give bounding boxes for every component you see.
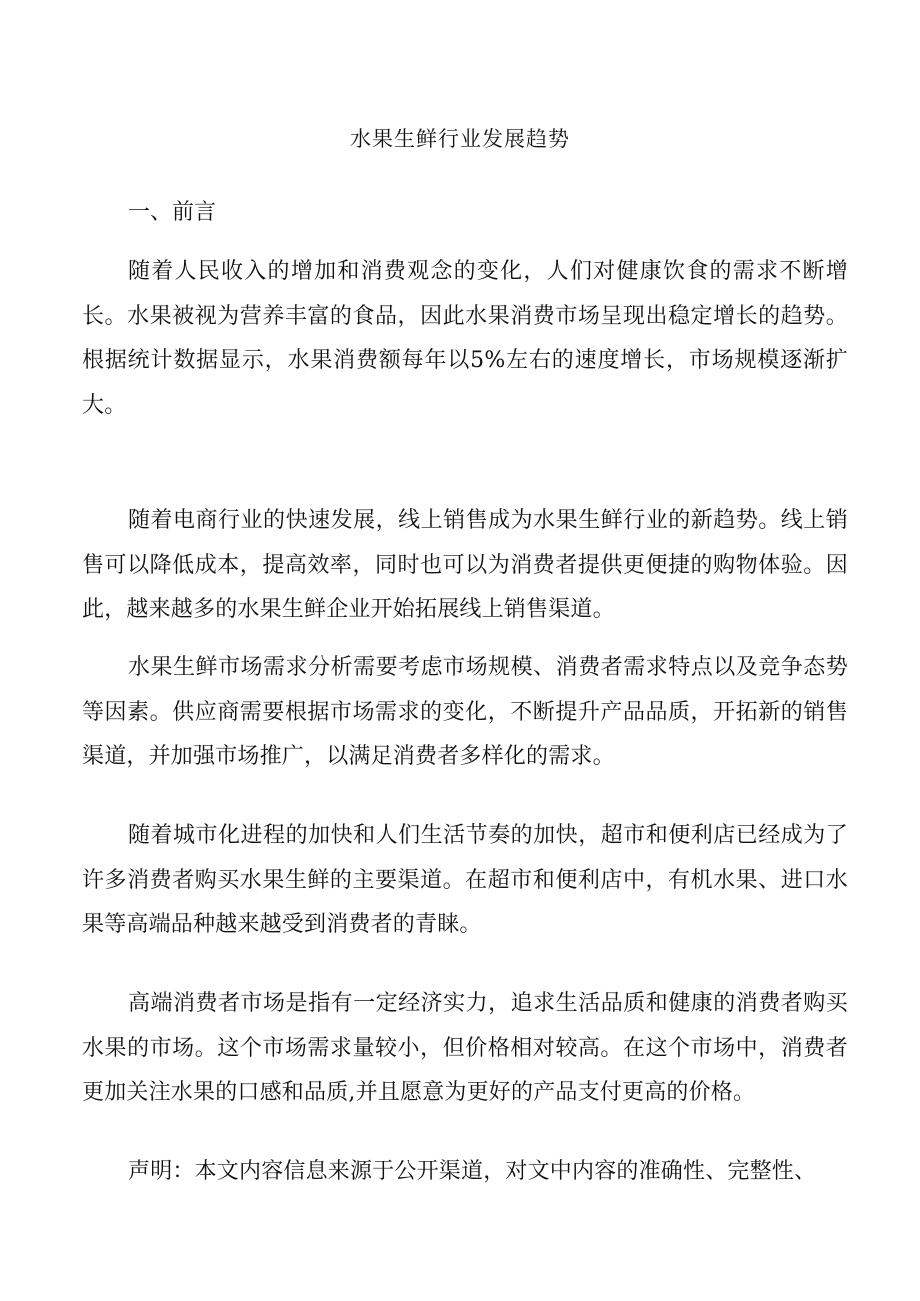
paragraph-3: 水果生鲜市场需求分析需要考虑市场规模、消费者需求特点以及竞争态势等因素。供应商需要根据市场需求的变化，不断提升产品品质，开拓新的销售渠道，并加强市场推广，以满足消费者多样化的需求。: [82, 655, 848, 769]
paragraph-4: 随着城市化进程的加快和人们生活节奏的加快，超市和便利店已经成为了许多消费者购买水果生鲜的主要渠道。在超市和便利店中，有机水果、进口水果等高端品种越来越受到消费者的青睐。: [82, 823, 848, 937]
paragraph-5: 高端消费者市场是指有一定经济实力，追求生活品质和健康的消费者购买水果的市场。这个市场需求量较小，但价格相对较高。在这个市场中，消费者更加关注水果的口感和品质,并且愿意为更好的产品支付更高的价格。: [82, 991, 848, 1105]
paragraph-1: 随着人民收入的增加和消费观念的变化，人们对健康饮食的需求不断增长。水果被视为营养丰富的食品，因此水果消费市场呈现出稳定增长的趋势。根据统计数据显示，水果消费额每年以5%左右的速度增长，市场规模逐渐扩大。: [82, 259, 848, 418]
paragraph-6-disclaimer: 声明：本文内容信息来源于公开渠道，对文中内容的准确性、完整性、: [128, 1159, 817, 1184]
document-title: 水果生鲜行业发展趋势: [350, 127, 570, 151]
paragraph-2: 随着电商行业的快速发展，线上销售成为水果生鲜行业的新趋势。线上销售可以降低成本，提高效率，同时也可以为消费者提供更便捷的购物体验。因此，越来越多的水果生鲜企业开始拓展线上销售渠道。: [82, 508, 848, 622]
section-heading: 一、前言: [128, 200, 217, 225]
